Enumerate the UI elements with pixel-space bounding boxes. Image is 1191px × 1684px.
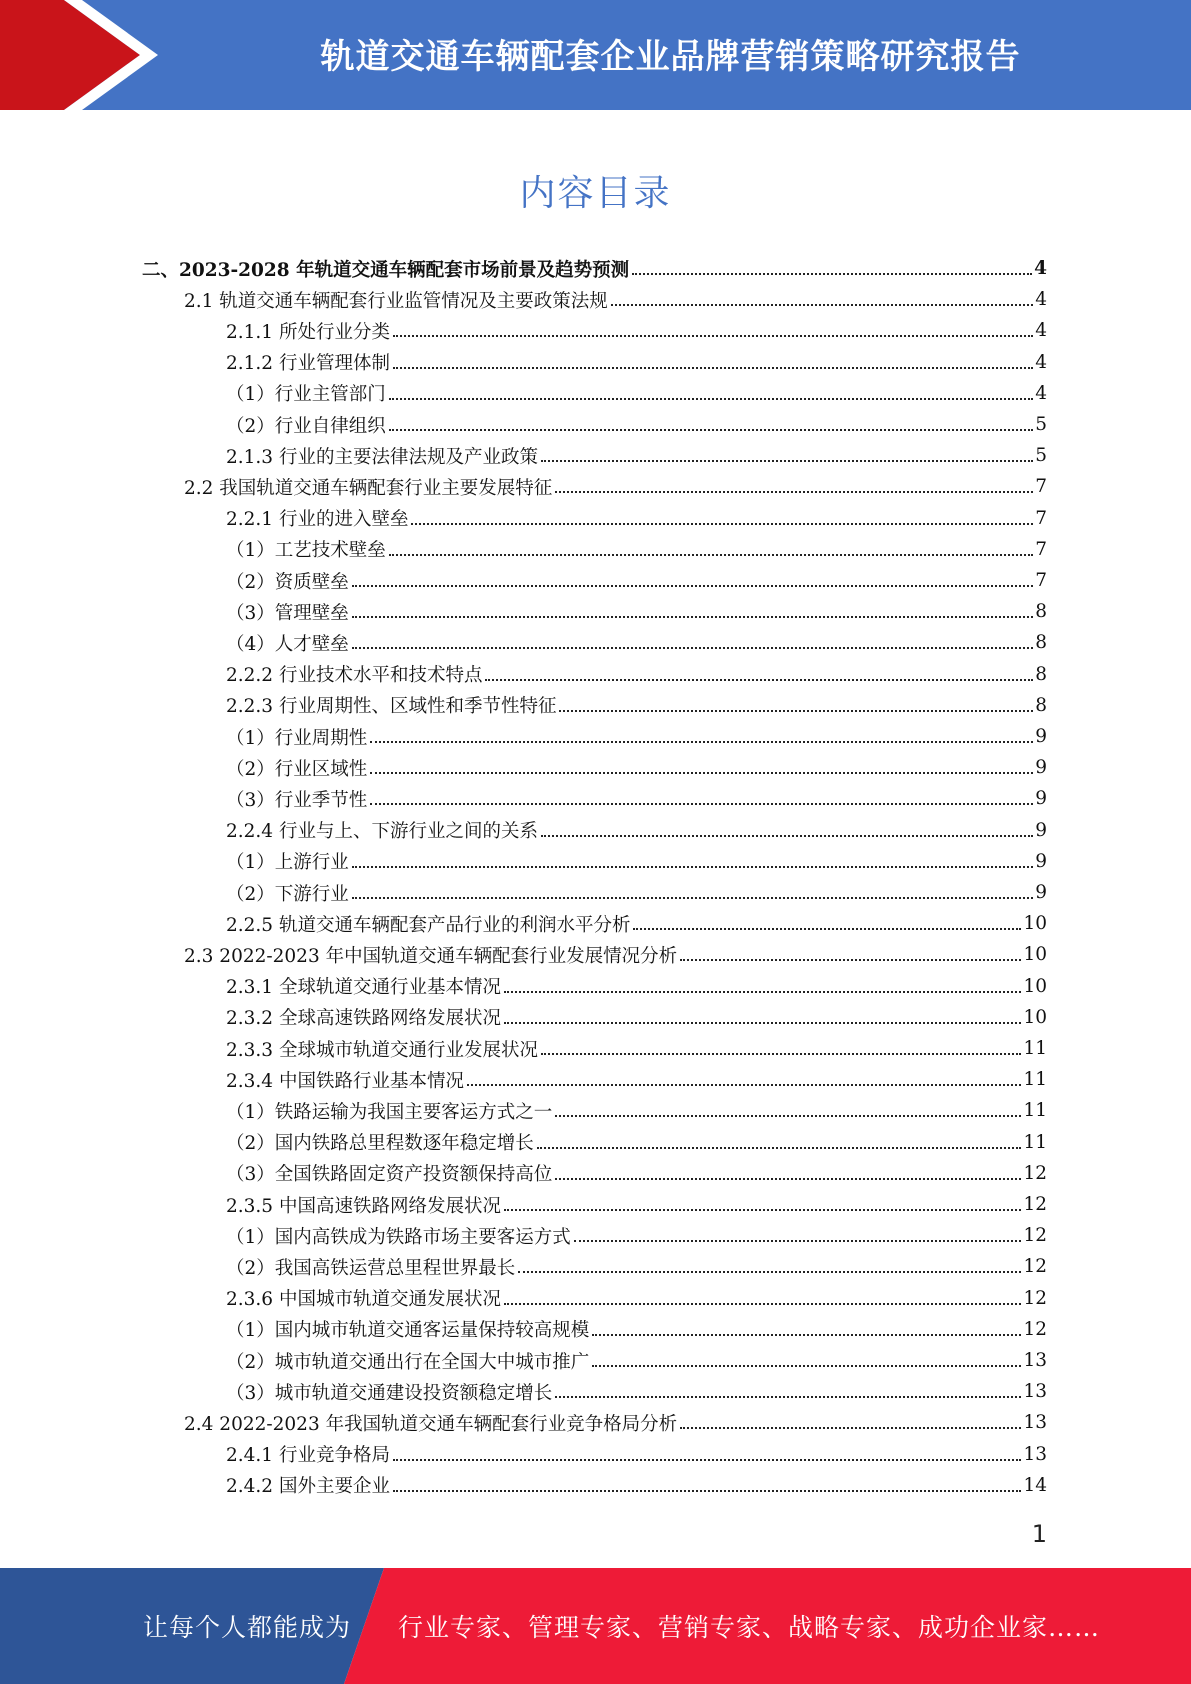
toc-dot-leader (393, 366, 1033, 369)
toc-entry[interactable] (226, 1345, 1047, 1376)
toc-entry[interactable] (226, 534, 1047, 565)
toc-entry[interactable] (226, 347, 1047, 378)
toc-entry[interactable] (226, 1251, 1047, 1282)
toc-entry-label: （2）国内铁路总里程数逐年稳定增长 (226, 1133, 534, 1155)
toc-entry-label: 2.3 2022-2023 年中国轨道交通车辆配套行业发展情况分析 (184, 945, 678, 967)
toc-entry[interactable] (226, 1064, 1047, 1095)
toc-entry-page: 9 (1035, 726, 1047, 747)
toc-entry[interactable] (226, 596, 1047, 627)
toc-dot-leader (352, 896, 1033, 899)
toc-entry-page: 9 (1035, 757, 1047, 779)
toc-dot-leader (370, 771, 1033, 774)
toc-entry-page: 12 (1023, 1225, 1047, 1247)
toc-entry-label: 2.1.3 行业的主要法律法规及产业政策 (226, 446, 538, 468)
toc-entry-page: 9 (1035, 819, 1047, 841)
toc-entry-label: （2）我国高铁运营总里程世界最长 (226, 1257, 516, 1279)
toc-dot-leader (504, 990, 1021, 993)
toc-entry[interactable] (226, 971, 1047, 1002)
toc-entry-label: 2.2 我国轨道交通车辆配套行业主要发展特征 (184, 477, 553, 499)
toc-entry-label: （3）行业季节性 (226, 789, 368, 811)
toc-entry-page: 10 (1023, 944, 1047, 966)
report-title: 轨道交通车辆配套企业品牌营销策略研究报告 (320, 36, 1021, 77)
toc-entry-label: （3）管理壁垒 (226, 602, 349, 624)
toc-entry-page: 13 (1023, 1412, 1047, 1434)
toc-entry-label: 2.3.2 全球高速铁路网络发展状况 (226, 1008, 501, 1030)
footer-slogan-left: 让每个人都能成为 (143, 1613, 352, 1642)
toc-entry[interactable] (226, 1314, 1047, 1345)
toc-entry-label: 2.1 轨道交通车辆配套行业监管情况及主要政策法规 (184, 290, 608, 312)
toc-entry-page: 4 (1034, 258, 1047, 279)
toc-dot-leader (518, 1270, 1021, 1273)
toc-dot-leader (370, 740, 1033, 743)
toc-entry-page: 7 (1035, 570, 1047, 591)
header-arrow-decoration (0, 0, 160, 110)
toc-entry[interactable] (226, 1158, 1047, 1189)
toc-entry-label: （1）行业周期性 (226, 727, 368, 749)
toc-entry-label: 2.1.1 所处行业分类 (226, 321, 390, 343)
toc-dot-leader (393, 1489, 1021, 1492)
toc-entry-label: 2.3.1 全球轨道交通行业基本情况 (226, 977, 501, 999)
toc-dot-leader (370, 802, 1033, 805)
toc-dot-leader (389, 397, 1033, 400)
toc-entry-label: 2.4.1 行业竞争格局 (226, 1445, 390, 1467)
toc-dot-leader (504, 1021, 1021, 1024)
page-footer (0, 1568, 1191, 1684)
toc-entry-label: 2.2.3 行业周期性、区域性和季节性特征 (226, 696, 557, 718)
toc-dot-leader (485, 678, 1033, 681)
toc-entry[interactable] (226, 752, 1047, 783)
toc-entry-page: 13 (1023, 1350, 1047, 1371)
toc-entry[interactable] (226, 783, 1047, 814)
toc-entry-page: 5 (1035, 445, 1047, 467)
page-header (0, 0, 1191, 110)
toc-entry[interactable] (184, 471, 1047, 502)
toc-entry-label: 2.2.1 行业的进入壁垒 (226, 509, 409, 531)
toc-entry-page: 12 (1023, 1256, 1047, 1278)
toc-entry-page: 10 (1023, 1006, 1047, 1028)
toc-entry-label: （1）行业主管部门 (226, 384, 386, 406)
toc-dot-leader (352, 615, 1033, 618)
toc-entry[interactable] (226, 908, 1047, 939)
toc-entry-page: 11 (1023, 1069, 1047, 1091)
toc-dot-leader (633, 927, 1021, 930)
toc-dot-leader (411, 522, 1033, 525)
toc-entry-label: （1）铁路运输为我国主要客运方式之一 (226, 1101, 553, 1123)
toc-entry-label: 2.4.2 国外主要企业 (226, 1476, 390, 1498)
toc-dot-leader (680, 1426, 1021, 1429)
toc-entry-page: 11 (1023, 1038, 1047, 1059)
toc-entry[interactable] (226, 440, 1047, 471)
toc-entry-label: 2.3.4 中国铁路行业基本情况 (226, 1070, 464, 1092)
toc-dot-leader (541, 459, 1033, 462)
toc-entry-page: 13 (1023, 1381, 1047, 1403)
toc-entry[interactable] (226, 1095, 1047, 1126)
toc-entry-page: 10 (1023, 913, 1047, 935)
toc-entry-page: 9 (1035, 882, 1047, 903)
toc-entry-page: 12 (1023, 1318, 1047, 1340)
toc-dot-leader (592, 1364, 1021, 1367)
toc-entry-page: 5 (1035, 414, 1047, 435)
toc-entry[interactable] (226, 409, 1047, 440)
toc-entry-page: 10 (1023, 975, 1047, 997)
toc-entry-page: 8 (1035, 694, 1047, 716)
toc-entry-label: 2.2.2 行业技术水平和技术特点 (226, 665, 483, 687)
toc-entry-page: 11 (1023, 1131, 1047, 1153)
toc-entry[interactable] (184, 1407, 1047, 1438)
toc-entry[interactable] (184, 939, 1047, 970)
toc-dot-leader (389, 553, 1033, 556)
toc-entry-page: 8 (1035, 601, 1047, 623)
toc-dot-leader (393, 334, 1033, 337)
toc-entry-label: （2）行业自律组织 (226, 415, 386, 437)
toc-entry-page: 8 (1035, 663, 1047, 685)
toc-entry-page: 8 (1035, 632, 1047, 654)
toc-entry[interactable] (184, 284, 1047, 315)
toc-entry-label: 2.3.5 中国高速铁路网络发展状况 (226, 1195, 501, 1217)
toc-entry[interactable] (226, 1376, 1047, 1407)
page-number: 1 (1031, 1520, 1047, 1548)
toc-entry[interactable] (226, 627, 1047, 658)
toc-entry-label: （1）上游行业 (226, 852, 349, 874)
toc-entry-page: 9 (1035, 850, 1047, 872)
toc-dot-leader (352, 646, 1033, 649)
toc-dot-leader (537, 1146, 1022, 1149)
toc-entry-label: （4）人才壁垒 (226, 633, 349, 655)
toc-entry-page: 7 (1035, 507, 1047, 529)
toc-entry-page: 12 (1023, 1194, 1047, 1215)
toc-entry[interactable] (226, 1439, 1047, 1470)
toc-entry-label: 二、2023-2028 年轨道交通车辆配套市场前景及趋势预测 (142, 259, 630, 281)
toc-entry-page: 9 (1035, 788, 1047, 810)
toc-entry-label: （1）国内城市轨道交通客运量保持较高规模 (226, 1320, 590, 1342)
toc-dot-leader (574, 1239, 1022, 1242)
toc-entry[interactable] (226, 1033, 1047, 1064)
toc-entry-label: 2.3.6 中国城市轨道交通发展状况 (226, 1289, 501, 1311)
toc-entry[interactable] (226, 1002, 1047, 1033)
toc-entry-label: （3）城市轨道交通建设投资额稳定增长 (226, 1382, 553, 1404)
toc-entry[interactable] (226, 503, 1047, 534)
toc-entry[interactable] (226, 378, 1047, 409)
toc-entry[interactable] (226, 1127, 1047, 1158)
toc-heading: 内容目录 (519, 173, 672, 214)
toc-entry[interactable] (226, 815, 1047, 846)
toc-entry[interactable] (226, 1220, 1047, 1251)
toc-entry-page: 12 (1023, 1162, 1047, 1184)
toc-dot-leader (555, 1395, 1021, 1398)
toc-entry-page: 13 (1023, 1443, 1047, 1465)
toc-entry-label: （2）资质壁垒 (226, 571, 349, 593)
toc-entry[interactable] (142, 253, 1047, 284)
toc-entry-label: 2.2.5 轨道交通车辆配套产品行业的利润水平分析 (226, 914, 631, 936)
toc-entry-page: 7 (1035, 476, 1047, 498)
toc-entry-page: 11 (1023, 1100, 1047, 1122)
toc-entry-label: （1）国内高铁成为铁路市场主要客运方式 (226, 1226, 571, 1248)
toc-dot-leader (559, 709, 1033, 712)
toc-entry-page: 4 (1035, 289, 1047, 311)
toc-dot-leader (555, 1114, 1021, 1117)
toc-entry-page: 14 (1023, 1474, 1047, 1496)
toc-dot-leader (541, 1052, 1021, 1055)
toc-entry[interactable] (226, 565, 1047, 596)
toc-dot-leader (680, 958, 1021, 961)
toc-entry-page: 4 (1035, 382, 1047, 404)
toc-entry[interactable] (226, 659, 1047, 690)
toc-entry[interactable] (226, 721, 1047, 752)
toc-entry[interactable] (226, 1470, 1047, 1501)
toc-entry[interactable] (226, 846, 1047, 877)
toc-dot-leader (504, 1302, 1021, 1305)
toc-dot-leader (352, 865, 1033, 868)
toc-dot-leader (389, 428, 1033, 431)
toc-dot-leader (611, 303, 1033, 306)
toc-entry-page: 4 (1035, 320, 1047, 342)
toc-entry-label: 2.3.3 全球城市轨道交通行业发展状况 (226, 1039, 538, 1061)
toc-entry[interactable] (226, 315, 1047, 346)
toc-dot-leader (555, 490, 1033, 493)
toc-entry-page: 4 (1035, 351, 1047, 373)
toc-entry[interactable] (226, 1189, 1047, 1220)
footer-slogan-right: 行业专家、管理专家、营销专家、战略专家、成功企业家…… (398, 1613, 1101, 1642)
toc-dot-leader (592, 1333, 1021, 1336)
toc-dot-leader (541, 834, 1033, 837)
toc-dot-leader (632, 272, 1032, 275)
toc-entry-label: （2）行业区域性 (226, 758, 368, 780)
toc-entry[interactable] (226, 1283, 1047, 1314)
toc-entry-label: 2.1.2 行业管理体制 (226, 353, 390, 375)
toc-entry-label: （3）全国铁路固定资产投资额保持高位 (226, 1164, 553, 1186)
toc-entry[interactable] (226, 690, 1047, 721)
toc-entry[interactable] (226, 877, 1047, 908)
toc-dot-leader (393, 1458, 1021, 1461)
toc-dot-leader (352, 584, 1033, 587)
toc-entry-label: （2）下游行业 (226, 883, 349, 905)
toc-entry-label: （2）城市轨道交通出行在全国大中城市推广 (226, 1351, 590, 1373)
toc-entry-label: （1）工艺技术壁垒 (226, 540, 386, 562)
toc-dot-leader (504, 1208, 1021, 1211)
toc-entry-page: 7 (1035, 538, 1047, 560)
toc-entry-label: 2.2.4 行业与上、下游行业之间的关系 (226, 821, 538, 843)
toc-dot-leader (555, 1177, 1021, 1180)
toc-entry-label: 2.4 2022-2023 年我国轨道交通车辆配套行业竞争格局分析 (184, 1413, 678, 1435)
toc-entry-page: 12 (1023, 1287, 1047, 1309)
toc-dot-leader (467, 1083, 1021, 1086)
